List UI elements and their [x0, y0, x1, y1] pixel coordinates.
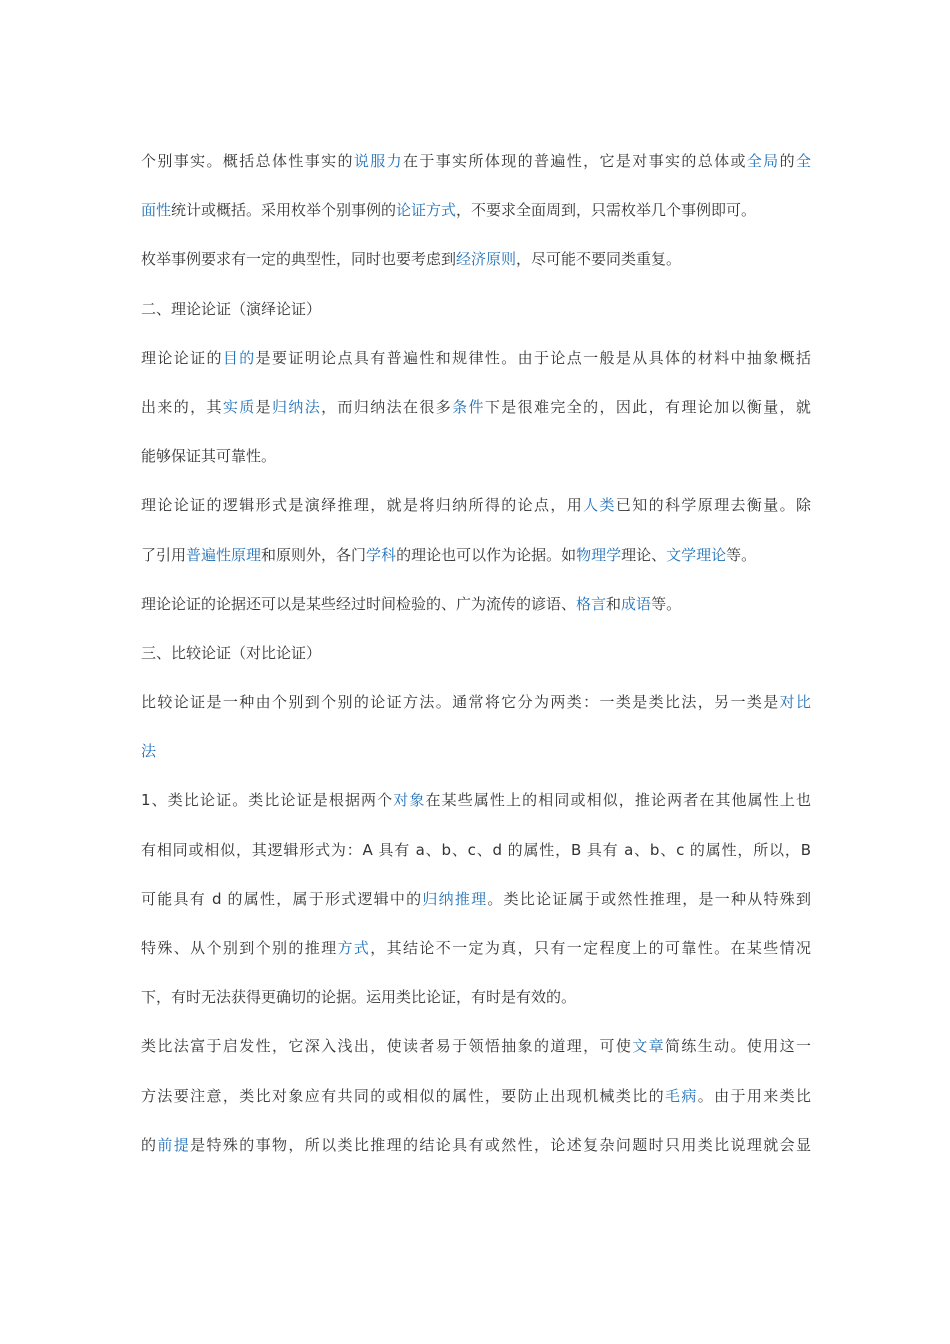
text-line: [141, 285, 811, 334]
text-line: [141, 531, 811, 580]
inline-link[interactable]: 文章: [632, 1037, 665, 1056]
inline-link[interactable]: 实质: [222, 397, 256, 416]
text-segment: 是: [255, 397, 272, 416]
inline-link[interactable]: 归纳推理: [422, 889, 488, 908]
text-line: [141, 678, 811, 727]
text-line: [141, 383, 811, 432]
text-segment: 特殊、从个别到个别的推理: [141, 939, 338, 957]
inline-link[interactable]: 成语: [621, 594, 652, 613]
text-line: [141, 334, 811, 383]
text-segment: 。由于用来类比: [697, 1086, 811, 1105]
inline-link[interactable]: 论证方式: [396, 201, 457, 220]
text-line: [141, 826, 811, 875]
text-segment: 和原则外，各门: [261, 545, 367, 564]
inline-link[interactable]: 经济原则: [456, 250, 517, 269]
text-segment: 方法要注意，类比对象应有共同的或相似的属性，要防止出现机械类比的: [141, 1086, 665, 1105]
inline-link[interactable]: 人类: [583, 496, 616, 515]
text-segment: 是特殊的事物，所以类比推理的结论具有或然性，论述复杂问题时只用类比说理就会显: [190, 1135, 811, 1154]
text-line: [141, 432, 811, 481]
text-segment: 的: [779, 152, 796, 170]
inline-link[interactable]: 条件: [452, 397, 485, 416]
text-segment: 有相同或相似，其逻辑形式为：A 具有 a、b、c、d 的属性，B 具有 a、b、c 的属性，所以，B: [141, 840, 811, 859]
text-segment: 了引用: [141, 545, 187, 564]
text-segment: 是要证明论点具有普遍性和规律性。由于论点一般是从具体的材料中抽象概括: [255, 348, 811, 367]
text-segment: 可能具有 d 的属性，属于形式逻辑中的: [141, 889, 423, 908]
text-line: [141, 1121, 811, 1170]
inline-link[interactable]: 对象: [393, 791, 426, 810]
inline-link[interactable]: 说服力: [353, 152, 403, 170]
text-segment: ，其结论不一定为真，只有一定程度上的可靠性。在某些情况: [370, 939, 811, 957]
text-line: [141, 924, 811, 973]
text-segment: 个别事实。概括总体性事实的: [141, 152, 354, 170]
text-line: [141, 137, 811, 186]
text-segment: 理论、: [621, 545, 667, 564]
text-segment: 在于事实所体现的普遍性，它是对事实的总体或: [402, 152, 747, 170]
text-segment: 理论论证的逻辑形式是演绎推理，就是将归纳所得的论点，用: [141, 496, 584, 515]
text-line: [141, 580, 811, 629]
text-segment: 能够保证其可靠性。: [141, 447, 277, 466]
text-line: [141, 1022, 811, 1071]
text-segment: 的理论也可以作为论据。如: [396, 545, 577, 564]
text-segment: 出来的，其: [141, 397, 223, 416]
text-segment: 等。: [651, 594, 682, 613]
text-line: [141, 973, 811, 1022]
article-body: [141, 137, 811, 1170]
inline-link[interactable]: 普遍性原理: [186, 545, 262, 564]
inline-link[interactable]: 归纳法: [272, 397, 322, 416]
text-segment: 理论论证的: [141, 348, 223, 367]
text-segment: 比较论证是一种由个别到个别的论证方法。通常将它分为两类：一类是类比法，另一类是: [141, 693, 780, 712]
text-line: [141, 186, 811, 235]
text-segment: ，不要求全面周到，只需枚举几个事例即可。: [456, 201, 757, 220]
text-segment: ，而归纳法在很多: [321, 397, 453, 416]
text-line: [141, 629, 811, 678]
text-line: [141, 875, 811, 924]
text-segment: 二、理论论证（演绎论证）: [141, 299, 322, 318]
inline-link[interactable]: 目的: [222, 348, 256, 367]
text-segment: 和: [606, 594, 622, 613]
inline-link[interactable]: 物理学: [576, 545, 622, 564]
text-segment: 类比法富于启发性，它深入浅出，使读者易于领悟抽象的道理，可使: [141, 1037, 633, 1056]
inline-link[interactable]: 全: [795, 152, 811, 170]
inline-link[interactable]: 面性: [141, 201, 172, 220]
text-segment: 简练生动。使用这一: [664, 1037, 811, 1056]
inline-link[interactable]: 文学理论: [666, 545, 727, 564]
text-line: [141, 481, 811, 530]
text-segment: 1、类比论证。类比论证是根据两个: [141, 791, 394, 810]
inline-link[interactable]: 法: [141, 742, 157, 761]
text-segment: 在某些属性上的相同或相似，推论两者在其他属性上也: [425, 791, 811, 810]
text-line: [141, 1072, 811, 1121]
text-segment: 枚举事例要求有一定的典型性，同时也要考虑到: [141, 250, 457, 269]
text-segment: 三、比较论证（对比论证）: [141, 643, 322, 662]
text-line: [141, 776, 811, 825]
text-segment: 。类比论证属于或然性推理，是一种从特殊到: [487, 889, 811, 908]
inline-link[interactable]: 对比: [779, 693, 811, 712]
text-segment: ，尽可能不要同类重复。: [516, 250, 682, 269]
inline-link[interactable]: 全局: [746, 152, 780, 170]
text-segment: 等。: [726, 545, 757, 564]
inline-link[interactable]: 前提: [157, 1135, 191, 1154]
inline-link[interactable]: 毛病: [664, 1086, 698, 1105]
text-segment: 的: [141, 1135, 158, 1154]
text-segment: 统计或概括。采用枚举个别事例的: [171, 201, 397, 220]
text-segment: 下，有时无法获得更确切的论据。运用类比论证，有时是有效的。: [141, 988, 577, 1007]
text-segment: 理论论证的论据还可以是某些经过时间检验的、广为流传的谚语、: [141, 594, 577, 613]
text-line: [141, 235, 811, 284]
text-line: [141, 727, 811, 776]
inline-link[interactable]: 学科: [366, 545, 397, 564]
inline-link[interactable]: 方式: [337, 939, 371, 957]
text-segment: 下是很难完全的，因此，有理论加以衡量，就: [484, 397, 811, 416]
text-segment: 已知的科学原理去衡量。除: [615, 496, 811, 515]
inline-link[interactable]: 格言: [576, 594, 607, 613]
